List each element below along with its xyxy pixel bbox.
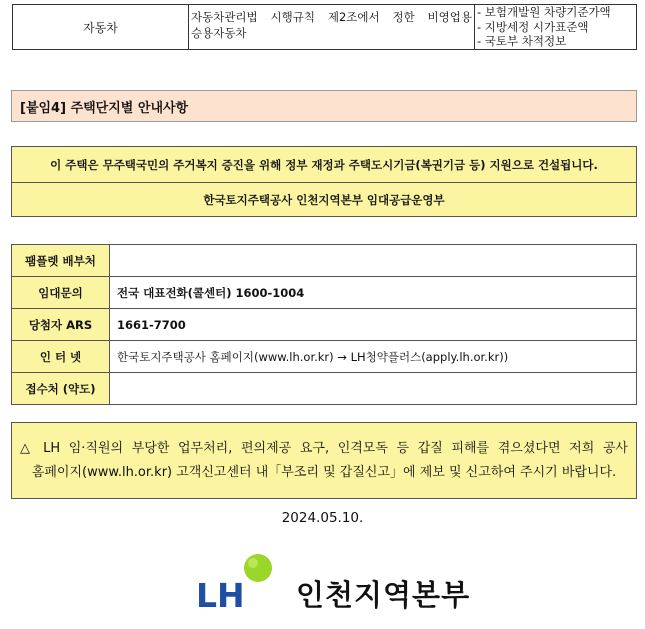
funding-notice xyxy=(11,146,637,217)
document-date: 2024.05.10. xyxy=(281,510,364,526)
issuing-department: 한국토지주택공사 인천지역본부 임대공급운영부 xyxy=(12,182,636,217)
misconduct-notice-line1: △ LH 임·직원의 부당한 업무처리, 편의제공 요구, 인격모독 등 갑질 피해를 겪으셨다면 저희 공사 xyxy=(20,441,628,456)
misconduct-report-notice xyxy=(11,422,637,499)
vehicle-source-item: - 보험개발원 차량기준가액 xyxy=(477,5,611,19)
row-value-internet[interactable]: 한국토지주택공사 홈페이지(www.lh.or.kr) → LH청약플러스(apply.lh.or.kr)) xyxy=(117,349,509,364)
table-row xyxy=(12,245,636,276)
row-value-ars: 1661-7700 xyxy=(117,317,186,332)
vehicle-table-row xyxy=(12,4,637,50)
table-row xyxy=(12,308,636,340)
vehicle-description-line2: 승용자동차 xyxy=(191,26,247,40)
row-value-pamphlet xyxy=(110,245,636,276)
row-value-inquiry: 전국 대표전화(콜센터) 1600-1004 xyxy=(117,285,305,300)
table-row xyxy=(12,276,636,308)
row-key-internet: 인 터 넷 xyxy=(12,341,110,372)
funding-notice-text: 이 주택은 무주택국민의 주거복지 증진을 위해 정부 재정과 주택도시기금(복권기금 등) 지원으로 건설됩니다. xyxy=(50,157,598,172)
section-header: [붙임4] 주택단지별 안내사항 xyxy=(11,90,637,122)
vehicle-sources xyxy=(475,5,636,49)
vehicle-description xyxy=(189,5,475,49)
region-office-name: 인천지역본부 xyxy=(296,578,471,612)
row-key-ars: 당첨자 ARS xyxy=(12,309,110,340)
row-key-pamphlet: 팸플렛 배부처 xyxy=(12,245,110,276)
vehicle-category: 자동차 xyxy=(13,5,189,49)
vehicle-source-item: - 지방세정 시가표준액 xyxy=(477,19,589,34)
misconduct-notice-line2: 홈페이지(www.lh.or.kr) 고객신고센터 내「부조리 및 갑질신고」에 제보 및 신고하여 주시기 바랍니다. xyxy=(31,465,617,480)
logo-text: LH xyxy=(196,576,245,612)
table-row xyxy=(12,340,636,372)
info-table xyxy=(11,244,637,405)
vehicle-source-item: - 국토부 차적정보 xyxy=(477,34,567,48)
lh-logo-icon xyxy=(196,552,276,612)
row-value-reception xyxy=(110,373,636,404)
table-row xyxy=(12,372,636,404)
vehicle-description-line1: 자동차관리법 시행규칙 제2조에서 정한 비영업용 xyxy=(191,10,472,24)
row-key-reception: 접수처 (약도) xyxy=(12,373,110,404)
row-key-inquiry: 임대문의 xyxy=(12,277,110,308)
